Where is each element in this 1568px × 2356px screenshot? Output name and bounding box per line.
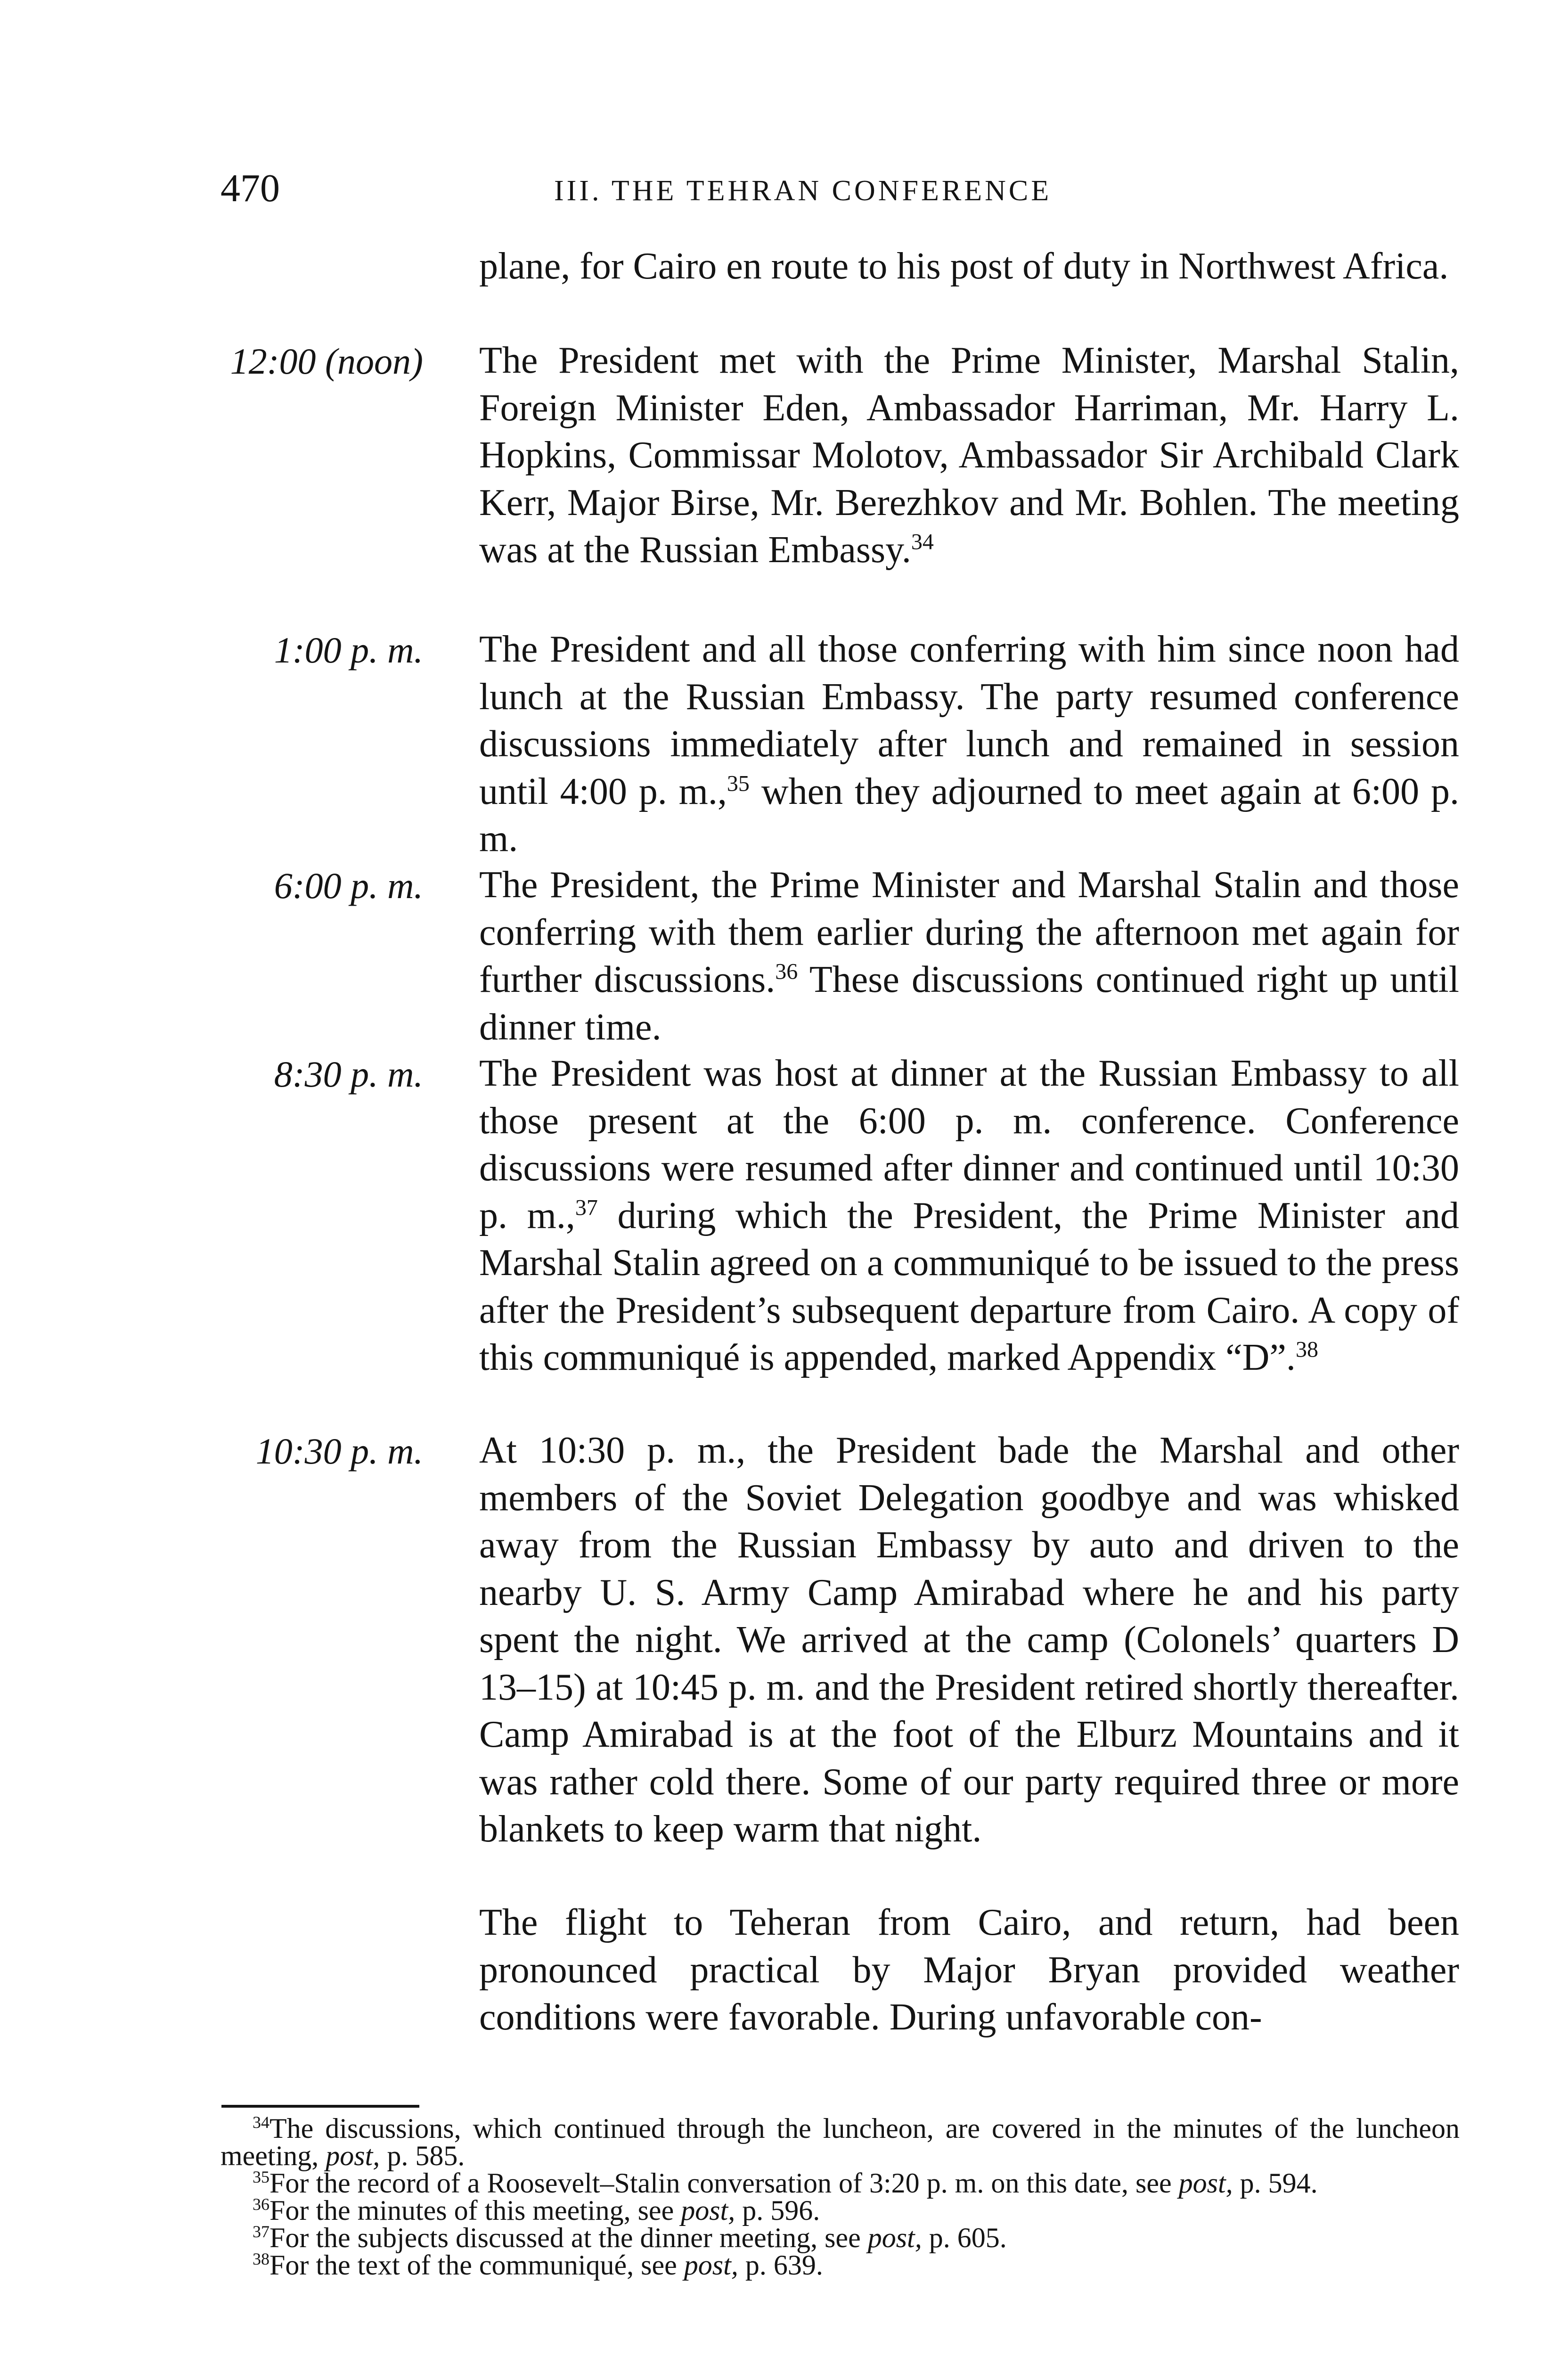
- page-number: 470: [220, 166, 280, 210]
- footnote-ref: 37: [575, 1194, 598, 1220]
- entry-flight-paragraph: The flight to Teheran from Cairo, and return, had been pronounced practical by Major Bryan provided weather conditions were favorable. During unfavorable con-: [479, 1902, 1459, 2038]
- entry-1030pm-paragraph: At 10:30 p. m., the President bade the Marshal and other members of the Soviet Delegation goodbye and was whisked away from the Russian Embassy by auto and driven to the nearby U. S. Army Camp Amirabad where he and his party spent the night. We arrived at the camp (Colonels’ quarters D 13–15) at 10:45 p. m. and the President retired shortly thereafter. Camp Amirabad is at the foot of the Elburz Mountains and it was rather cold there. Some of our party required three or more blankets to keep warm that night.: [479, 1430, 1459, 1850]
- footnote-38: $^{38}$For the text of the communiqué, see post, p. 639.: [253, 2250, 823, 2281]
- entry-continuation-paragraph: plane, for Cairo en route to his post of duty in Northwest Africa.: [479, 245, 1449, 287]
- entry-6pm-paragraph: The President, the Prime Minister and Marshal Stalin and those conferring with them earlier during the afternoon met again for further discussions.$^{36}$ These discussions continued right up until dinner time.: [479, 864, 1459, 1048]
- entry-noon-paragraph: The President met with the Prime Minister, Marshal Stalin, Foreign Minister Eden, Ambassador Harriman, Mr. Harry L. Hopkins, Commissar Molotov, Ambassador Sir Archibald Clark Kerr, Major Birse, Mr. Berezhkov and Mr. Bohlen. The meeting was at the Russian Embassy.$^{34}$: [479, 340, 1459, 571]
- footnote-ref: 36: [775, 959, 798, 984]
- footnotes: [220, 2115, 1460, 2279]
- footnote-divider: [221, 2105, 419, 2108]
- footnote-ref: 38: [1295, 1337, 1318, 1362]
- footnote-ref: 34: [911, 529, 934, 555]
- running-title: III. THE TEHRAN CONFERENCE: [554, 175, 1052, 207]
- entry-time-1030pm: 10:30 p. m.: [255, 1431, 423, 1472]
- footnote-36: $^{36}$For the minutes of this meeting, see post, p. 596.: [253, 2195, 820, 2226]
- footnote-ref: 35: [727, 770, 750, 796]
- entry-time-1pm: 1:00 p. m.: [274, 630, 423, 671]
- entry-time-noon: 12:00 (noon): [230, 341, 423, 382]
- entry-time-830pm: 8:30 p. m.: [274, 1054, 423, 1095]
- entry-time-6pm: 6:00 p. m.: [274, 865, 423, 906]
- footnote-37: $^{37}$For the subjects discussed at the dinner meeting, see post, p. 605.: [253, 2222, 1007, 2253]
- footnote-35: $^{35}$For the record of a Roosevelt–Stalin conversation of 3:20 p. m. on this date, see post, p. 594.: [253, 2168, 1318, 2199]
- entry-1pm-paragraph: The President and all those conferring with him since noon had lunch at the Russian Embassy. The party resumed conference discussions immediately after lunch and remained in session until 4:00 p. m.,$^{35}$ when they adjourned to meet again at 6:00 p. m.: [479, 629, 1459, 859]
- footnote-34: $^{34}$The discussions, which continued through the luncheon, are covered in the minutes of the luncheon meeting, post, p. 585.: [220, 2113, 1460, 2171]
- entry-830pm-paragraph: The President was host at dinner at the Russian Embassy to all those present at the 6:00 p. m. conference. Conference discussions were resumed after dinner and continued until 10:30 p. m.,$^{37}$ during which the President, the Prime Minister and Marshal Stalin agreed on a communiqué to be issued to the press after the President’s subsequent departure from Cairo. A copy of this communiqué is appended, marked Appendix “D”.$^{38}$: [479, 1053, 1459, 1378]
- running-head: [220, 163, 1464, 214]
